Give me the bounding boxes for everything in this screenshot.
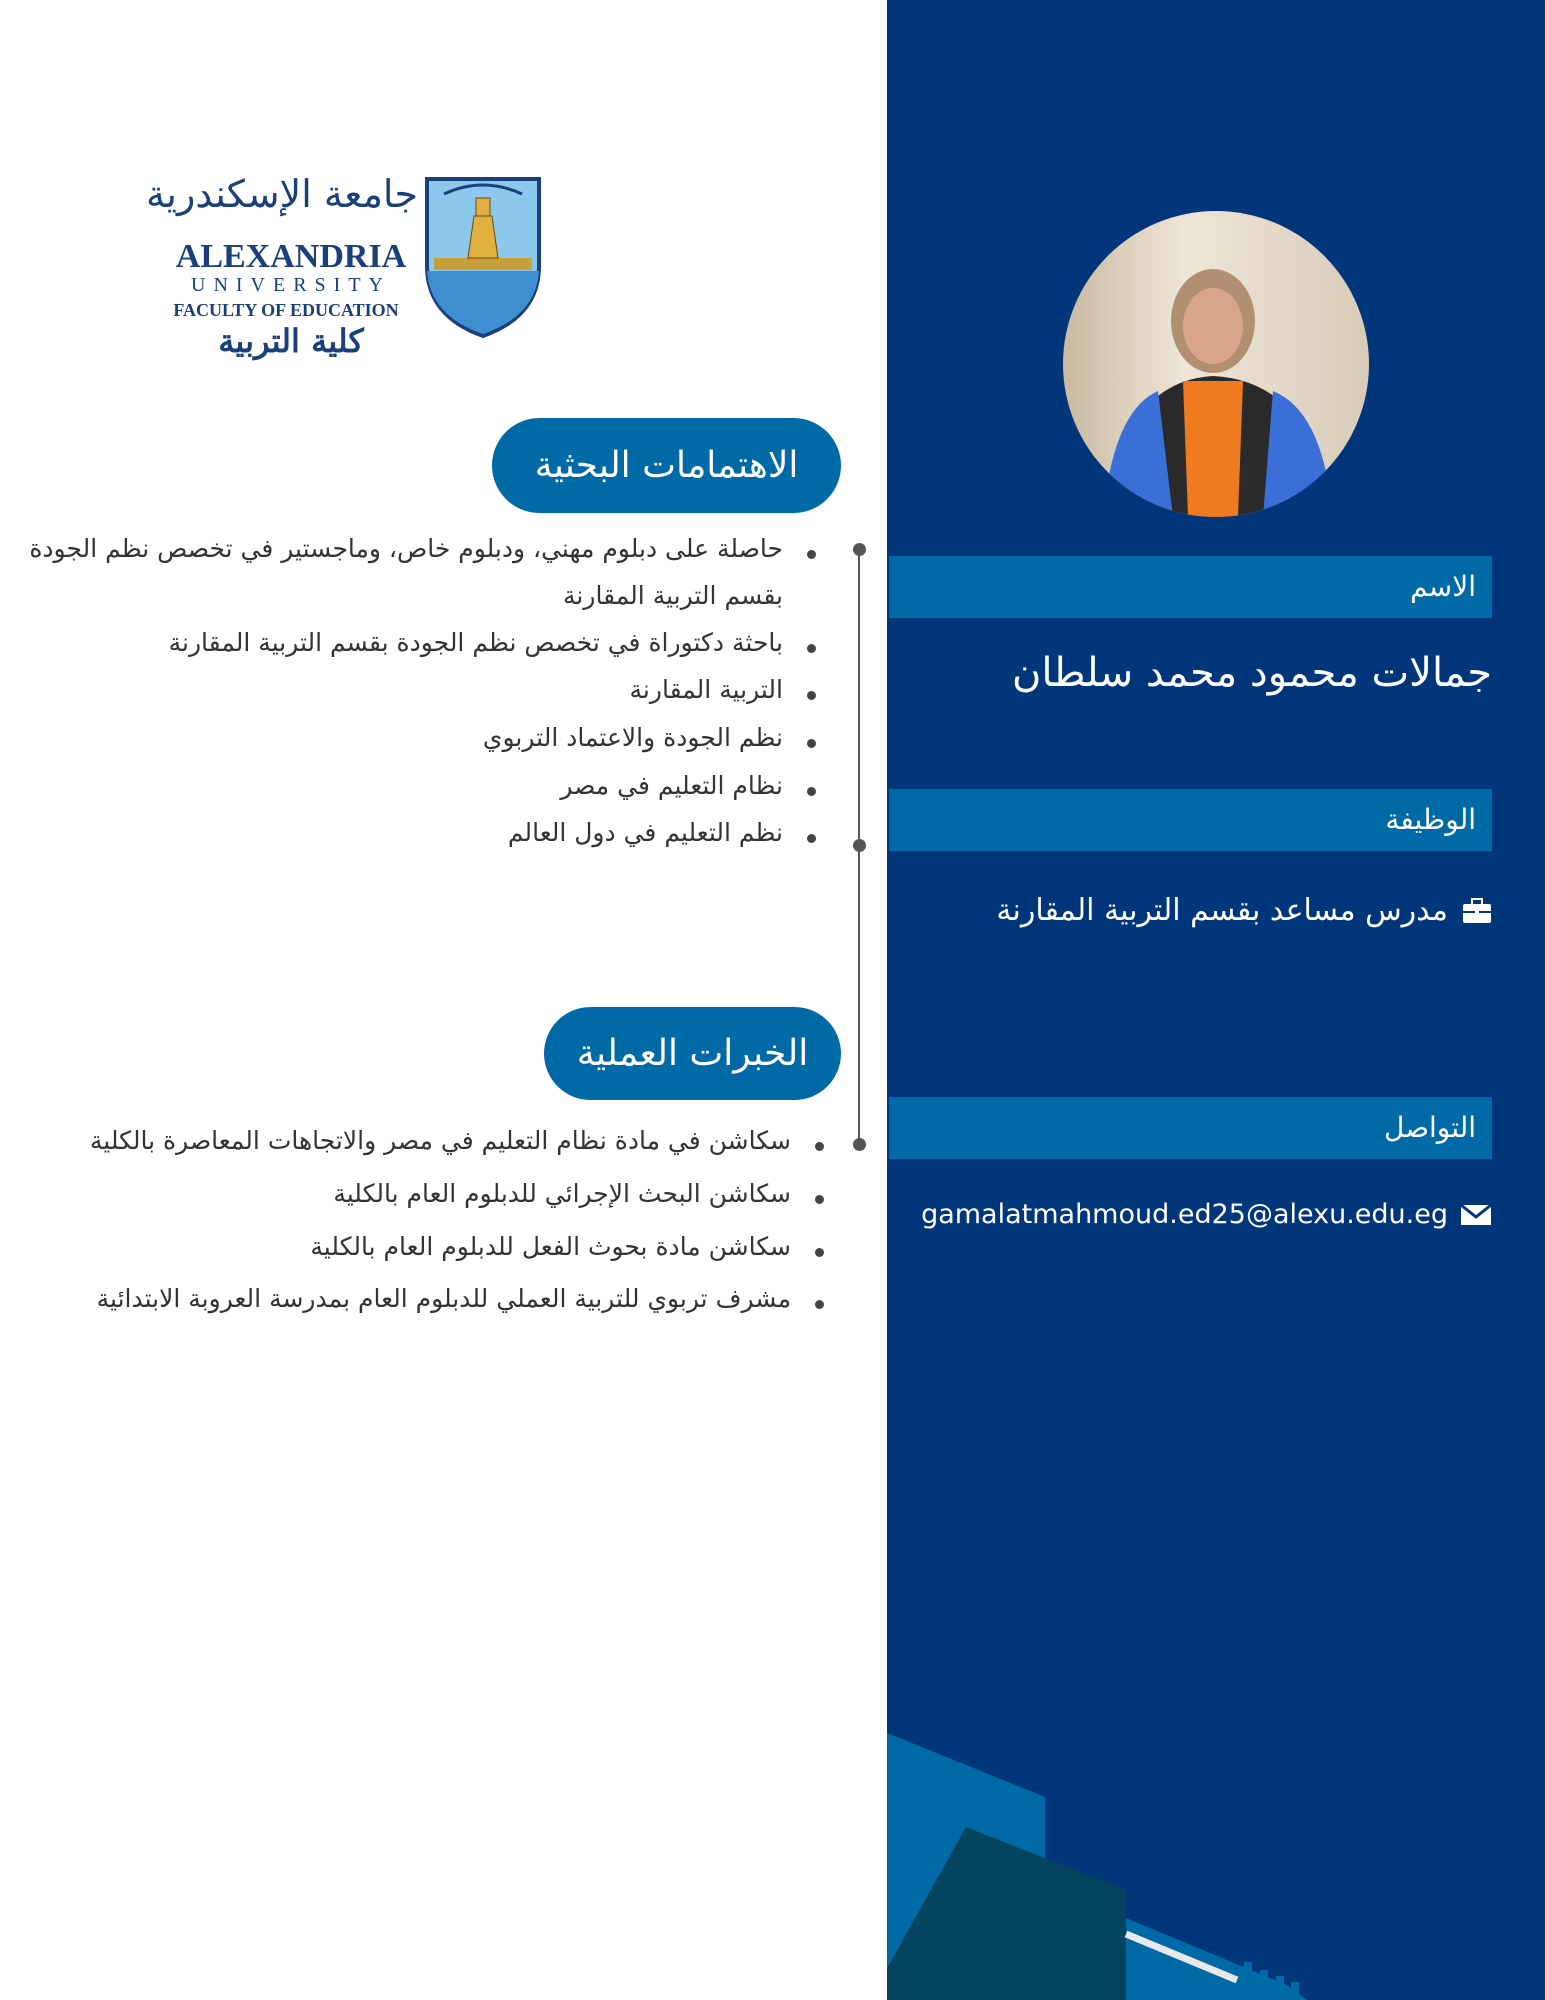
- university-logo: جامعة الإسكندرية ALEXANDRIA UNIVERSITY FACULTY OF EDUCATION كلية التربية: [166, 172, 546, 372]
- timeline-dot: [853, 1138, 866, 1151]
- decorative-shapes: [887, 1700, 1545, 2000]
- timeline-dot: [853, 839, 866, 852]
- research-interests-heading: الاهتمامات البحثية: [492, 418, 841, 513]
- work-experience-heading: الخبرات العملية: [544, 1007, 841, 1100]
- briefcase-icon: [1462, 898, 1492, 924]
- experience-item: مشرف تربوي للتربية العملي للدبلوم العام بمدرسة العروبة الابتدائية: [96, 1284, 791, 1313]
- research-item: نظم الجودة والاعتماد التربوي: [482, 723, 783, 752]
- research-item: التربية المقارنة: [629, 675, 783, 704]
- research-item: نظام التعليم في مصر: [560, 771, 783, 800]
- timeline-dot: [853, 543, 866, 556]
- envelope-icon: [1460, 1203, 1492, 1227]
- contact-label-bar: التواصل: [889, 1097, 1492, 1159]
- email-row: [921, 1199, 1492, 1230]
- job-title: مدرس مساعد بقسم التربية المقارنة: [996, 893, 1448, 928]
- email-link[interactable]: gamalatmahmoud.ed25@alexu.edu.eg: [921, 1199, 1448, 1230]
- lighthouse-shield-icon: [424, 176, 542, 340]
- bullet: [807, 691, 816, 700]
- job-label-bar: الوظيفة: [889, 789, 1492, 851]
- research-item: بقسم التربية المقارنة: [563, 581, 783, 610]
- research-item: باحثة دكتوراة في تخصص نظم الجودة بقسم التربية المقارنة: [168, 628, 783, 657]
- bullet: [807, 787, 816, 796]
- name-label-bar: الاسم: [889, 556, 1492, 618]
- job-row: [996, 893, 1492, 928]
- experience-item: سكاشن البحث الإجرائي للدبلوم العام بالكلية: [333, 1179, 791, 1208]
- person-name: جمالات محمود محمد سلطان: [1012, 650, 1492, 696]
- bullet: [815, 1195, 824, 1204]
- bullet: [815, 1300, 824, 1309]
- bullet: [815, 1142, 824, 1151]
- experience-item: سكاشن مادة بحوث الفعل للدبلوم العام بالكلية: [310, 1232, 791, 1261]
- bullet: [807, 550, 816, 559]
- profile-photo: [1063, 211, 1369, 517]
- bullet: [815, 1248, 824, 1257]
- research-item: حاصلة على دبلوم مهني، ودبلوم خاص، وماجستير في تخصص نظم الجودة: [29, 534, 783, 563]
- research-item: نظم التعليم في دول العالم: [507, 818, 783, 847]
- experience-item: سكاشن في مادة نظام التعليم في مصر والاتجاهات المعاصرة بالكلية: [89, 1126, 791, 1155]
- bullet: [807, 644, 816, 653]
- bullet: [807, 834, 816, 843]
- bullet: [807, 739, 816, 748]
